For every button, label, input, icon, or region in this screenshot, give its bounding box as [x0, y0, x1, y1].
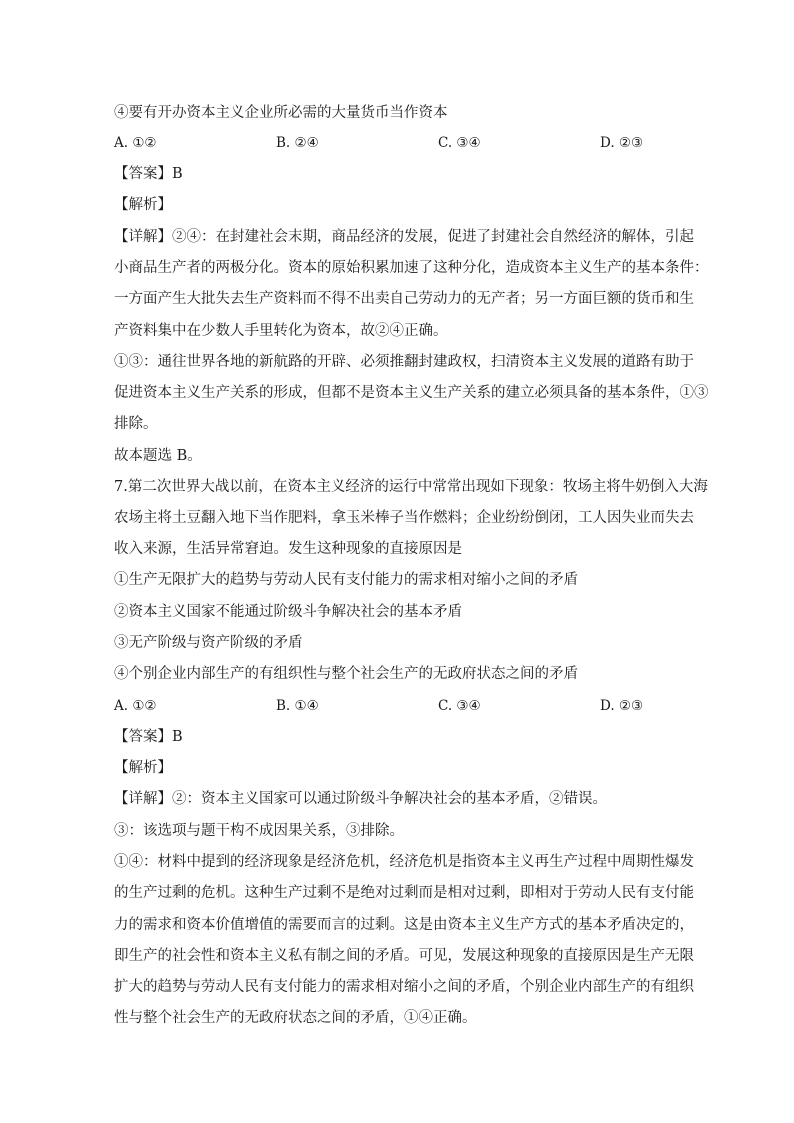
q6-option-b: B. ②④ — [276, 135, 319, 151]
q6-answer-value: B — [172, 166, 183, 182]
q6-option-a: A. ①② — [114, 135, 157, 151]
q7-option-b: B. ①④ — [276, 698, 319, 714]
q6-detail-line: 小商品生产者的两极分化。资本的原始积累加速了这种分化，造成资本主义生产的基本条件： — [114, 260, 709, 276]
q7-detail-line: 性与整个社会生产的无政府状态之间的矛盾，①④正确。 — [114, 1010, 477, 1026]
q7-option-c: C. ③④ — [438, 698, 481, 714]
q7-detail-line: ③：该选项与题干构不成因果关系，③排除。 — [114, 823, 404, 839]
q7-detail-line: 的生产过剩的危机。这种生产过剩不是绝对过剩而是相对过剩，即相对于劳动人民有支付能 — [114, 885, 694, 901]
q6-options — [114, 133, 674, 153]
q7-answer-label: 【答案】 — [114, 729, 172, 745]
q7-statement-4: ④个别企业内部生产的有组织性与整个社会生产的无政府状态之间的矛盾 — [114, 666, 578, 682]
q7-stem-line: 农场主将土豆翻入地下当作肥料，拿玉米棒子当作燃料；企业纷纷倒闭，工人因失业而失去 — [114, 510, 694, 526]
q6-option-d: D. ②③ — [600, 135, 644, 151]
q6-statement-4: ④要有开办资本主义企业所必需的大量货币当作资本 — [114, 105, 448, 121]
q6-detail-line: ①③：通往世界各地的新航路的开辟、必须推翻封建政权，扫清资本主义发展的道路有助于 — [114, 354, 694, 370]
q7-statement-1: ①生产无限扩大的趋势与劳动人民有支付能力的需求相对缩小之间的矛盾 — [114, 572, 578, 588]
q7-stem-line: 收入来源，生活异常窘迫。发生这种现象的直接原因是 — [114, 541, 462, 557]
q7-analysis-label: 【解析】 — [114, 760, 172, 776]
q6-analysis-label: 【解析】 — [114, 197, 172, 213]
q6-answer — [114, 164, 183, 184]
q7-detail-line: ①④：材料中提到的经济现象是经济危机，经济危机是指资本主义再生产过程中周期性爆发 — [114, 854, 694, 870]
q7-answer — [114, 727, 183, 747]
q6-option-c: C. ③④ — [438, 135, 481, 151]
q7-answer-value: B — [172, 729, 183, 745]
q6-answer-label: 【答案】 — [114, 166, 172, 182]
q7-options — [114, 696, 674, 716]
q6-detail-line: 产资料集中在少数人手里转化为资本，故②④正确。 — [114, 323, 448, 339]
q7-stem-line: 7.第二次世界大战以前，在资本主义经济的运行中常常出现如下现象：牧场主将牛奶倒入大海 — [114, 479, 708, 495]
q7-detail-line: 力的需求和资本价值增值的需要而言的过剩。这是由资本主义生产方式的基本矛盾决定的， — [114, 917, 694, 933]
q6-detail-line: 一方面产生大批失去生产资料而不得不出卖自己劳动力的无产者；另一方面巨额的货币和生 — [114, 291, 694, 307]
q7-option-d: D. ②③ — [600, 698, 644, 714]
q7-detail-line: 【详解】②：资本主义国家可以通过阶级斗争解决社会的基本矛盾，②错误。 — [114, 791, 607, 807]
q7-detail-line: 扩大的趋势与劳动人民有支付能力的需求相对缩小之间的矛盾，个别企业内部生产的有组织 — [114, 979, 694, 995]
q6-detail-line: 促进资本主义生产关系的形成，但都不是资本主义生产关系的建立必须具备的基本条件，①③ — [114, 385, 709, 401]
q7-statement-2: ②资本主义国家不能通过阶级斗争解决社会的基本矛盾 — [114, 604, 462, 620]
q6-detail-line: 排除。 — [114, 416, 158, 432]
q7-option-a: A. ①② — [114, 698, 157, 714]
q7-statement-3: ③无产阶级与资产阶级的矛盾 — [114, 635, 303, 651]
q6-detail-line: 【详解】②④：在封建社会末期，商品经济的发展，促进了封建社会自然经济的解体，引起 — [114, 229, 694, 245]
q6-detail-line: 故本题选 B。 — [114, 448, 202, 464]
q7-detail-line: 即生产的社会性和资本主义私有制之间的矛盾。可见，发展这种现象的直接原因是生产无限 — [114, 948, 694, 964]
